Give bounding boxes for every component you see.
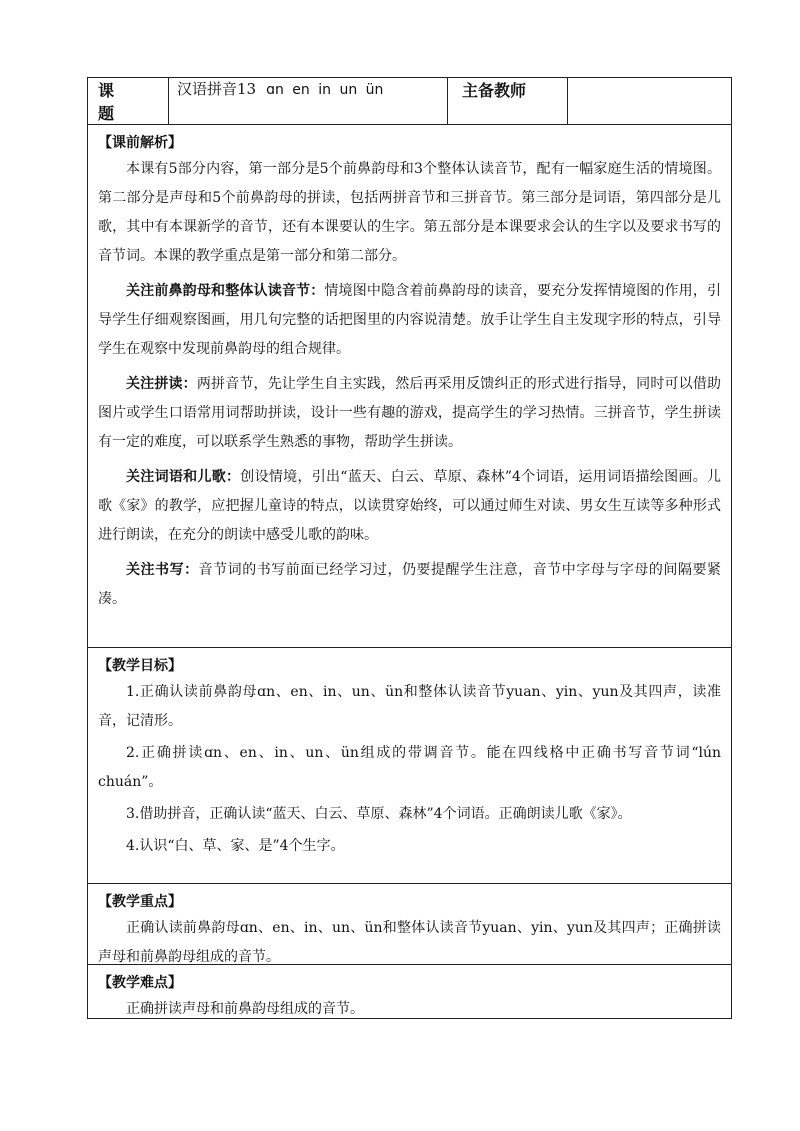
- header-row: [88, 78, 732, 125]
- difficulties-heading: 【教学难点】: [98, 975, 182, 991]
- course-label: 课题: [88, 78, 169, 125]
- teacher-value: [568, 78, 732, 125]
- teacher-label: 主备教师: [448, 78, 568, 125]
- key-points-heading: 【教学重点】: [98, 894, 182, 910]
- goals-section: [88, 648, 731, 883]
- goal-item: 2.正确拼读ɑn、en、in、un、ün组成的带调音节。能在四线格中正确书写音节词“lún chuán”。: [98, 745, 721, 790]
- analysis-paragraph: [98, 277, 721, 364]
- difficulties-text: 正确拼读声母和前鼻韵母组成的音节。: [126, 1001, 364, 1017]
- lesson-plan-page: [87, 77, 731, 1019]
- goal-item: 1.正确认读前鼻韵母ɑn、en、in、un、ün和整体认读音节yuan、yin、yun及其四声，读准音，记清形。: [98, 684, 721, 729]
- goal-item: 4.认识“白、草、家、是”4个生字。: [126, 838, 345, 854]
- analysis-section: [88, 125, 731, 647]
- paragraph-text: 创设情境，引出“蓝天、白云、草原、森林”4个词语，运用词语描绘图画。儿歌《家》的教学，应把握儿童诗的特点，以读贯穿始终，可以通过师生对读、男女生互读等多种形式进行朗读，在充分的朗读中感受儿歌的韵味。: [98, 469, 721, 543]
- course-title: [169, 78, 448, 125]
- paragraph-text: 音节词的书写前面已经学习过，仍要提醒学生注意，音节中字母与字母的间隔要紧凑。: [98, 562, 721, 607]
- paragraph-text: 两拼音节，先让学生自主实践，然后再采用反馈纠正的形式进行指导，同时可以借助图片或学生口语常用词帮助拼读，设计一些有趣的游戏，提高学生的学习热情。三拼音节，学生拼读有一定的难度，可以联系学生熟悉的事物，帮助学生拼读。: [98, 376, 722, 450]
- lesson-plan-table: [87, 77, 732, 1019]
- difficulties-section: [88, 965, 731, 1018]
- key-points-text: 正确认读前鼻韵母ɑn、en、in、un、ün和整体认读音节yuan、yin、yun及其四声；正确拼读声母和前鼻韵母组成的音节。: [98, 920, 721, 965]
- paragraph-label: 关注词语和儿歌：: [126, 469, 241, 485]
- difficulties-row: [88, 965, 732, 1019]
- paragraph-text: 情境图中隐含着前鼻韵母的读音，要充分发挥情境图的作用，引导学生仔细观察图画，用几句完整的话把图里的内容说清楚。放手让学生自主发现字形的特点，引导学生在观察中发现前鼻韵母的组合规律。: [98, 283, 721, 357]
- analysis-intro: 本课有5部分内容，第一部分是5个前鼻韵母和3个整体认读音节，配有一幅家庭生活的情境图。第二部分是声母和5个前鼻韵母的拼读，包括两拼音节和三拼音节。第三部分是词语，第四部分是儿歌，其中有本课新学的音节，还有本课要认的生字。第五部分是本课要求会认的生字以及要求书写的音节词。本课的教学重点是第一部分和第二部分。: [98, 161, 721, 264]
- goals-heading: 【教学目标】: [98, 658, 182, 674]
- goal-item: 3.借助拼音，正确认读“蓝天、白云、草原、森林”4个词语。正确朗读儿歌《家》。: [126, 806, 632, 822]
- analysis-paragraph: [98, 463, 721, 550]
- paragraph-label: 关注前鼻韵母和整体认读音节：: [126, 283, 325, 299]
- analysis-heading: 【课前解析】: [98, 135, 182, 151]
- analysis-paragraph: [98, 370, 721, 457]
- course-title-text: 汉语拼音13: [177, 80, 257, 98]
- paragraph-label: 关注书写：: [126, 562, 199, 578]
- goals-row: [88, 648, 732, 884]
- course-title-pinyin: ɑn en in un ün: [266, 82, 384, 98]
- analysis-row: [88, 125, 732, 648]
- key-points-row: [88, 884, 732, 965]
- paragraph-label: 关注拼读：: [126, 376, 197, 392]
- key-points-section: [88, 884, 731, 964]
- analysis-paragraph: [98, 556, 721, 614]
